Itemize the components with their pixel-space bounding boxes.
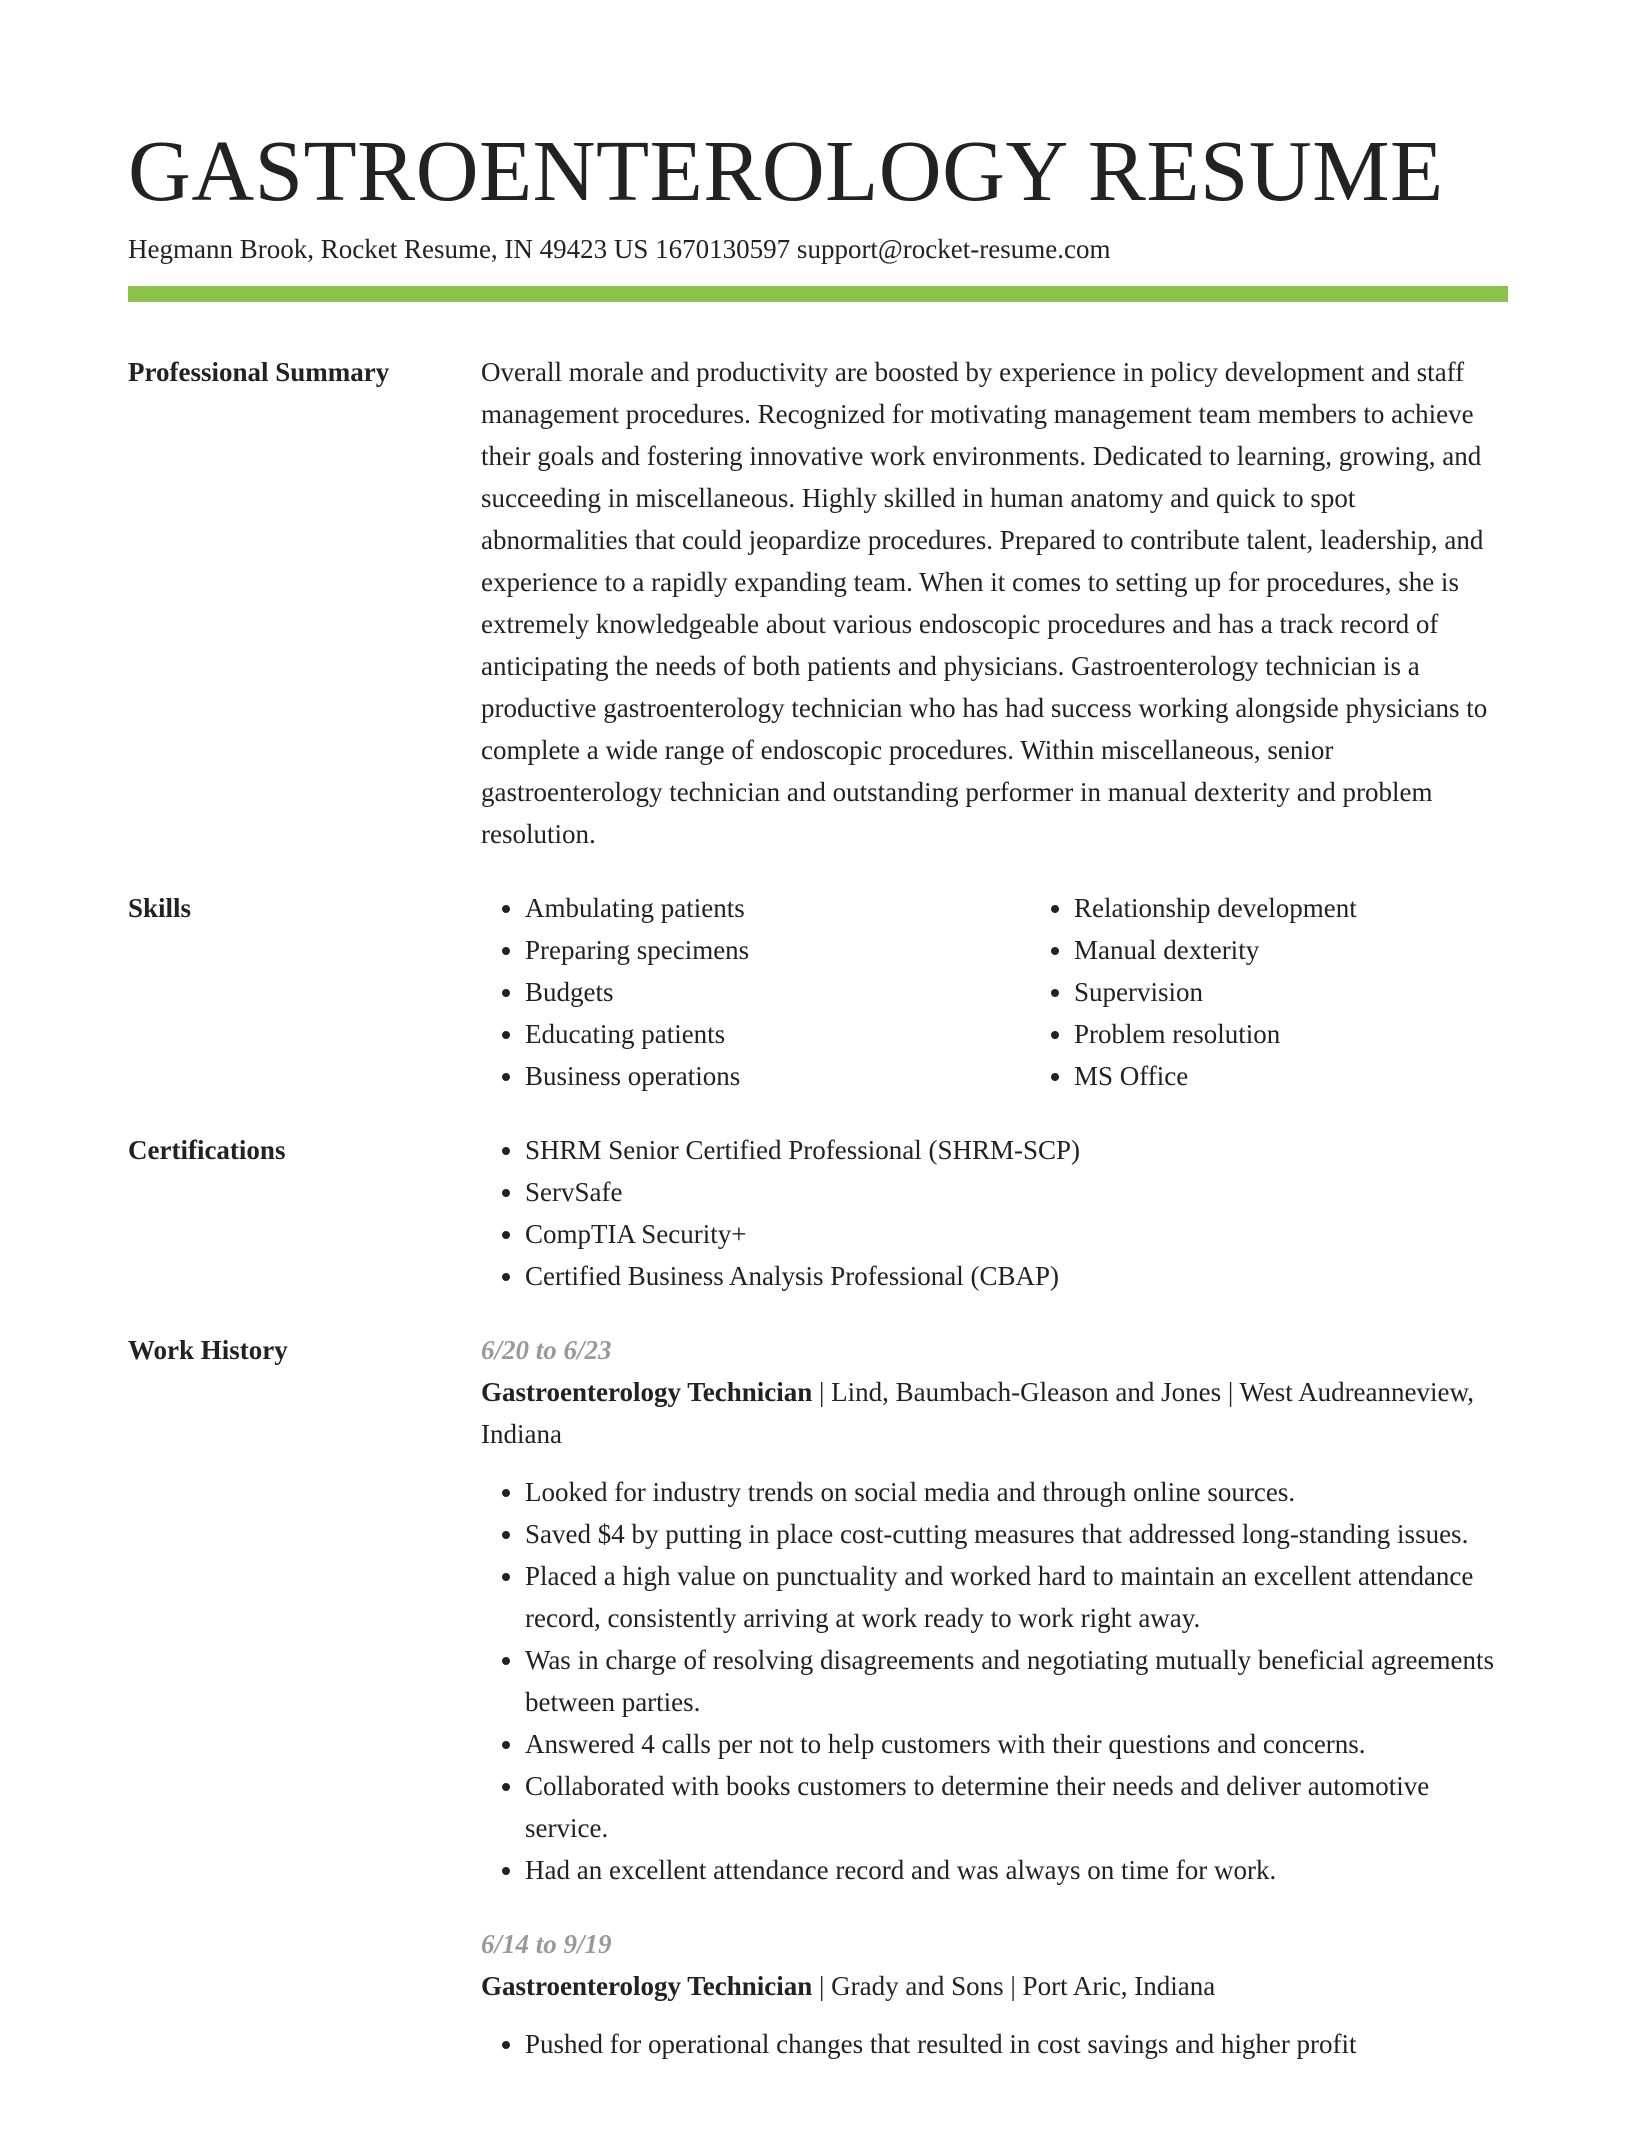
skills-list-left	[481, 887, 1030, 1097]
skill-item: • Ambulating patients	[525, 887, 1030, 929]
summary-body	[481, 351, 1508, 855]
header-divider	[128, 286, 1508, 302]
job-heading	[481, 1371, 1508, 1455]
certifications-body	[481, 1129, 1508, 1297]
certification-item: • SHRM Senior Certified Professional (SHRM-SCP)	[525, 1129, 1508, 1171]
job-heading	[481, 1965, 1508, 2007]
job-bullet: • Pushed for operational changes that resulted in cost savings and higher profit	[525, 2023, 1508, 2065]
summary-text: Overall morale and productivity are boosted by experience in policy development and staff management procedures. Recognized for motivating management team members to achieve their goals and fostering innovative work environments. Dedicated to learning, growing, and succeeding in miscellaneous. Highly skilled in human anatomy and quick to spot abnormalities that could jeopardize procedures. Prepared to contribute talent, leadership, and experience to a rapidly expanding team. When it comes to setting up for procedures, she is extremely knowledgeable about various endoscopic procedures and has a track record of anticipating the needs of both patients and physicians. Gastroenterology technician is a productive gastroenterology technician who has had success working alongside physicians to complete a wide range of endoscopic procedures. Within miscellaneous, senior gastroenterology technician and outstanding performer in manual dexterity and problem resolution.	[481, 357, 1488, 849]
job-title: Gastroenterology Technician	[481, 1971, 813, 2001]
job-details: | Lind, Baumbach-Gleason and Jones | West Audreanneview, Indiana	[481, 1377, 1474, 1449]
job-entry	[481, 1923, 1508, 2065]
skill-item: • Business operations	[525, 1055, 1030, 1097]
work-history-label: Work History	[128, 1335, 288, 1365]
skill-item: • Preparing specimens	[525, 929, 1030, 971]
job-bullets	[481, 2023, 1508, 2065]
skills-section	[128, 887, 1508, 1097]
skill-item: • Manual dexterity	[1074, 929, 1579, 971]
job-bullet: • Placed a high value on punctuality and worked hard to maintain an excellent attendance record, consistently arriving at work ready to work right away.	[525, 1555, 1508, 1639]
job-bullet: • Looked for industry trends on social media and through online sources.	[525, 1471, 1508, 1513]
job-title: Gastroenterology Technician	[481, 1377, 813, 1407]
skill-item: • Educating patients	[525, 1013, 1030, 1055]
certifications-list	[481, 1129, 1508, 1297]
job-bullet: • Had an excellent attendance record and was always on time for work.	[525, 1849, 1508, 1891]
summary-section	[128, 351, 1508, 855]
skill-item: • Supervision	[1074, 971, 1579, 1013]
certifications-label: Certifications	[128, 1135, 286, 1165]
job-entry	[481, 1329, 1508, 1891]
skill-item: • MS Office	[1074, 1055, 1579, 1097]
skill-item: • Relationship development	[1074, 887, 1579, 929]
resume-title: GASTROENTEROLOGY RESUME	[128, 122, 1444, 219]
job-bullets	[481, 1471, 1508, 1891]
work-history-section	[128, 1329, 1508, 2097]
resume-sections	[128, 351, 1508, 2129]
summary-label: Professional Summary	[128, 357, 390, 387]
skill-item: • Problem resolution	[1074, 1013, 1579, 1055]
skill-item: • Budgets	[525, 971, 1030, 1013]
skills-list-right	[1030, 887, 1579, 1097]
job-dates: 6/20 to 6/23	[481, 1335, 612, 1365]
certification-item: • ServSafe	[525, 1171, 1508, 1213]
job-details: | Grady and Sons | Port Aric, Indiana	[812, 1971, 1216, 2001]
contact-line: Hegmann Brook, Rocket Resume, IN 49423 US 1670130597 support@rocket-resume.com	[128, 234, 1111, 264]
job-bullet: • Answered 4 calls per not to help customers with their questions and concerns.	[525, 1723, 1508, 1765]
certification-item: • CompTIA Security+	[525, 1213, 1508, 1255]
work-history-body	[481, 1329, 1508, 2097]
job-bullet: • Saved $4 by putting in place cost-cutting measures that addressed long-standing issues.	[525, 1513, 1508, 1555]
certifications-section	[128, 1129, 1508, 1297]
job-dates: 6/14 to 9/19	[481, 1929, 612, 1959]
skills-label: Skills	[128, 893, 192, 923]
job-bullet: • Was in charge of resolving disagreements and negotiating mutually beneficial agreements between parties.	[525, 1639, 1508, 1723]
certification-item: • Certified Business Analysis Professional (CBAP)	[525, 1255, 1508, 1297]
job-bullet: • Collaborated with books customers to determine their needs and deliver automotive service.	[525, 1765, 1508, 1849]
skills-body	[481, 887, 1579, 1097]
